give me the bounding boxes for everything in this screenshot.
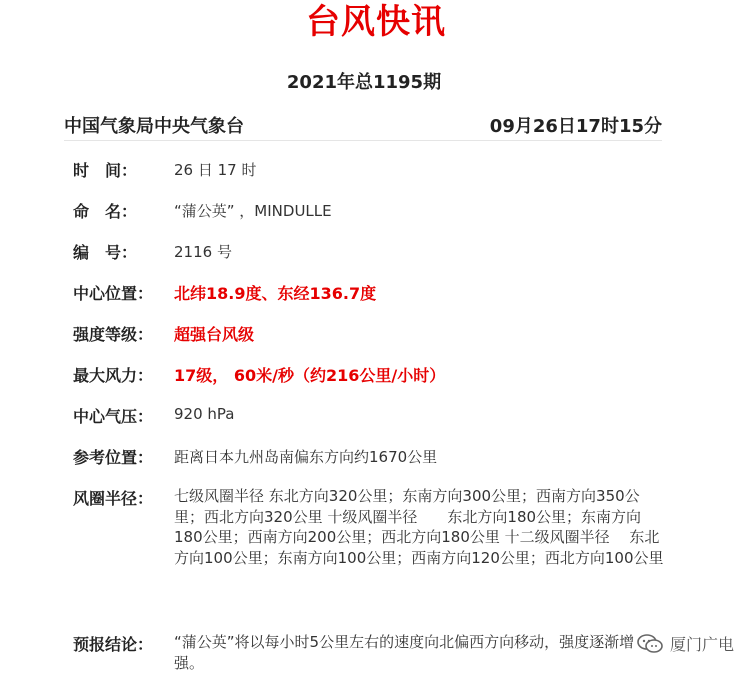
watermark-text: 厦门广电 (669, 635, 734, 654)
center-label: 中心位置： (73, 284, 154, 303)
reference-value: 距离日本九州岛南偏东方向约1670公里 (174, 448, 438, 466)
reference-label: 参考位置： (73, 448, 154, 467)
divider (64, 140, 662, 141)
issue-number: 2021年总1195期 (286, 72, 442, 93)
intensity-value: 超强台风级 (174, 325, 255, 344)
source-agency: 中国气象局中央气象台 (64, 116, 244, 137)
intensity-label: 强度等级： (73, 325, 154, 344)
wind-radius-value: 七级风圈半径 东北方向320公里；东南方向300公里；西南方向350公里；西北方向320公里 十级风圈半径 东北方向180公里；东南方向180公里；西南方向200公里；西北方向180公里 十二级风圈半径 东北方向100公里；东南方向100公里；西南方向120公里；西北方向100公里 (174, 487, 664, 567)
watermark (636, 632, 734, 655)
number-label: 编 号： (73, 243, 138, 262)
max-wind-value: 17级， 60米/秒（约216公里/小时） (174, 366, 446, 385)
wind-radius-label: 风圈半径： (73, 489, 154, 508)
forecast-value: “蒲公英”将以每小时5公里左右的速度向北偏西方向移动，强度逐渐增强。 (174, 633, 635, 672)
name-label: 命 名： (73, 202, 138, 221)
pressure-label: 中心气压： (73, 407, 154, 426)
name-value: “蒲公英” ，MINDULLE (174, 202, 332, 220)
time-label: 时 间： (73, 161, 138, 180)
page-title: 台风快讯 (306, 2, 446, 42)
pressure-value: 920 hPa (174, 405, 235, 423)
time-value: 26 日 17 时 (174, 161, 257, 179)
wechat-icon (636, 633, 664, 655)
release-datetime: 09月26日17时15分 (489, 116, 662, 137)
max-wind-label: 最大风力： (73, 366, 154, 385)
number-value: 2116 号 (174, 243, 232, 261)
forecast-label: 预报结论： (73, 635, 154, 654)
center-value: 北纬18.9度、东经136.7度 (174, 284, 377, 303)
